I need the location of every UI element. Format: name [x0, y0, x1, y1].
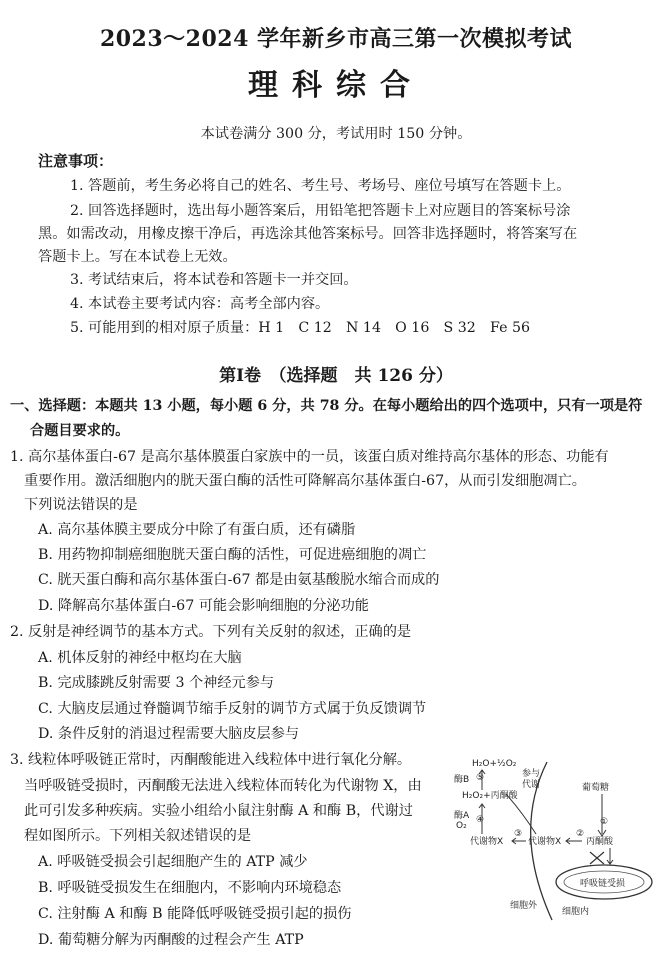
- step5-label: ⑤: [476, 773, 485, 783]
- instruction: 一、选择题：本题共 13 小题，每小题 6 分，共 78 分。在每小题给出的四个选项中，只有一项是符: [10, 398, 643, 414]
- enzyme-b-label: 酶B: [454, 775, 470, 785]
- question-stem: 重要作用。激活细胞内的胱天蛋白酶的活性可降解高尔基体蛋白-67，从而引发细胞凋亡。: [24, 473, 586, 489]
- option: A. 机体反射的神经中枢均在大脑: [38, 650, 242, 666]
- metabolism-diagram: [452, 752, 666, 922]
- notice-line: 1. 答题前，考生务必将自己的姓名、考生号、考场号、座位号填写在答题卡上。: [70, 178, 571, 194]
- option: C. 大脑皮层通过脊髓调节缩手反射的调节方式属于负反馈调节: [38, 701, 427, 717]
- inside-label: 细胞内: [562, 907, 590, 917]
- step2-label: ②: [576, 829, 585, 839]
- step1-label: ①: [600, 817, 609, 827]
- part-title: 第Ⅰ卷 （选择题 共 126 分）: [219, 366, 453, 386]
- pyruvate-label: 丙酮酸: [586, 837, 614, 847]
- participate-label: 参与: [522, 769, 541, 779]
- metabolism-diagram-svg: [452, 752, 666, 922]
- option: D. 条件反射的消退过程需要大脑皮层参与: [38, 726, 300, 742]
- question-stem: 当呼吸链受损时，丙酮酸无法进入线粒体而转化为代谢物 X，由: [24, 778, 422, 794]
- notice-line: 3. 考试结束后，将本试卷和答题卡一并交回。: [70, 272, 358, 288]
- option: C. 胱天蛋白酶和高尔基体蛋白-67 都是由氨基酸脱水缩合而成的: [38, 572, 440, 588]
- glucose-label: 葡萄糖: [582, 783, 610, 793]
- outside-label: 细胞外: [510, 901, 538, 911]
- metab-x-in-label: 代谢物X: [528, 837, 562, 847]
- notice-line: 黑。如需改动，用橡皮擦干净后，再选涂其他答案标号。回答非选择题时，将答案写在: [38, 226, 578, 242]
- metabolism-label: 代谢: [522, 780, 541, 790]
- notice-line: 2. 回答选择题时，选出每小题答案后，用铅笔把答题卡上对应题目的答案标号涂: [70, 203, 571, 219]
- option: C. 注射酶 A 和酶 B 能降低呼吸链受损引起的损伤: [38, 906, 352, 922]
- step3-label: ③: [514, 829, 523, 839]
- question-stem: 1. 高尔基体蛋白-67 是高尔基体膜蛋白家族中的一员，该蛋白质对维持高尔基体的形态、功能有: [10, 449, 609, 465]
- notice-line: 5. 可能用到的相对原子质量：H 1 C 12 N 14 O 16 S 32 Fe 56: [70, 320, 531, 336]
- notice-heading: 注意事项：: [38, 152, 114, 170]
- exam-title: 2023～2024 学年新乡市高三第一次模拟考试: [99, 26, 573, 52]
- option: B. 呼吸链受损发生在细胞内，不影响内环境稳态: [38, 880, 342, 896]
- question-stem: 2. 反射是神经调节的基本方式。下列有关反射的叙述，正确的是: [10, 624, 412, 640]
- option: A. 高尔基体膜主要成分中除了有蛋白质，还有磷脂: [38, 522, 356, 538]
- option: B. 完成膝跳反射需要 3 个神经元参与: [38, 675, 275, 691]
- option: A. 呼吸链受损会引起细胞产生的 ATP 减少: [38, 854, 308, 870]
- question-stem: 3. 线粒体呼吸链正常时，丙酮酸能进入线粒体中进行氧化分解。: [10, 752, 412, 768]
- notice-line: 答题卡上。写在本试卷上无效。: [38, 249, 237, 265]
- enzyme-a-label: 酶A: [454, 811, 470, 821]
- step4-label: ④: [476, 815, 485, 825]
- option: D. 葡萄糖分解为丙酮酸的过程会产生 ATP: [38, 932, 304, 948]
- question-stem: 程如图所示。下列相关叙述错误的是: [24, 828, 252, 844]
- score-note: 本试卷满分 300 分，考试用时 150 分钟。: [200, 126, 472, 142]
- subject-title: 理科综合: [248, 68, 424, 103]
- instruction: 合题目要求的。: [30, 423, 130, 439]
- resp-chain-label: 呼吸链受损: [580, 879, 626, 889]
- notice-line: 4. 本试卷主要考试内容：高考全部内容。: [70, 296, 330, 312]
- option: D. 降解高尔基体蛋白-67 可能会影响细胞的分泌功能: [38, 598, 369, 614]
- question-stem: 此可引发多种疾病。实验小组给小鼠注射酶 A 和酶 B，代谢过: [24, 803, 413, 819]
- h2o-o2-label: H₂O+½O₂: [472, 759, 517, 769]
- metab-x-out-label: 代谢物X: [470, 837, 504, 847]
- h2o2-pyruvate-label: H₂O₂+丙酮酸: [462, 791, 518, 801]
- option: B. 用药物抑制癌细胞胱天蛋白酶的活性，可促进癌细胞的凋亡: [38, 547, 427, 563]
- o2-label: O₂: [456, 821, 467, 831]
- question-stem: 下列说法错误的是: [24, 497, 138, 513]
